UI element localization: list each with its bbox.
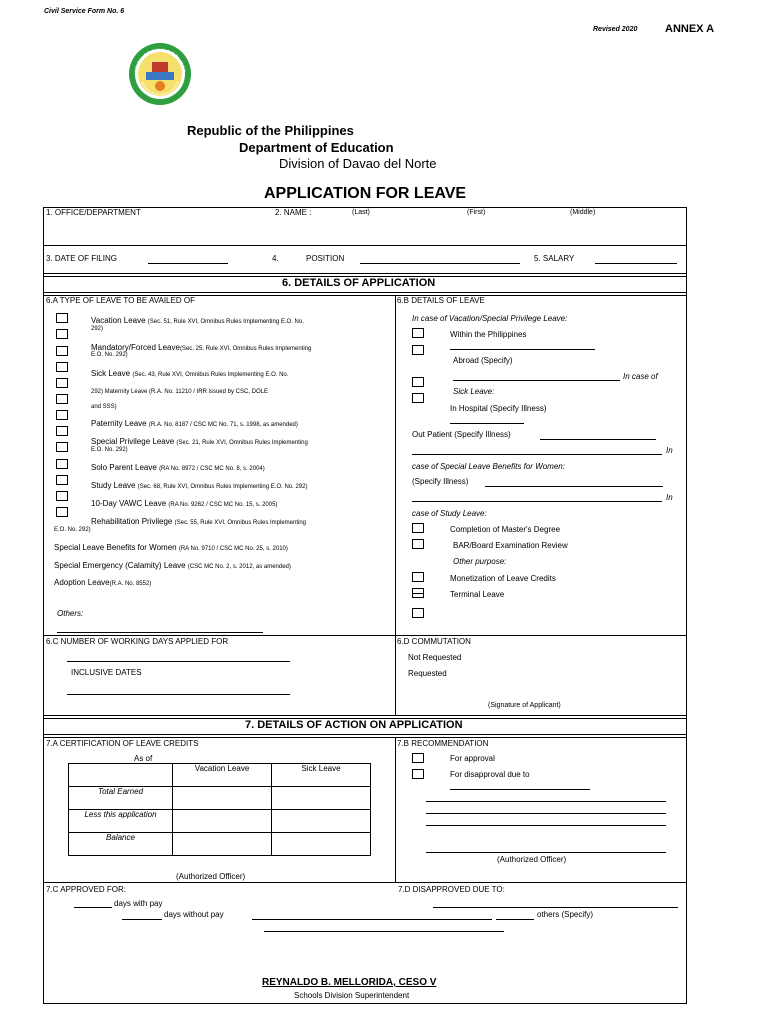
abroad-label: Abroad (Specify) bbox=[453, 356, 513, 365]
disapproved-field-3[interactable] bbox=[264, 931, 504, 932]
hospital-label: In Hospital (Specify Illness) bbox=[450, 404, 547, 413]
out-patient-checkbox[interactable] bbox=[412, 393, 424, 403]
leave-type-item: Rehabilitation Privilege (Sec. 55, Rule XVI, Omnibus Rules Implementing bbox=[91, 517, 307, 526]
masters-label: Completion of Master's Degree bbox=[450, 525, 561, 534]
signatory-name: REYNALDO B. MELLORIDA, CESO V bbox=[262, 977, 437, 988]
bar-review-checkbox[interactable] bbox=[412, 539, 424, 549]
name-label: 2. NAME : bbox=[275, 208, 312, 217]
for-approval-label: For approval bbox=[450, 754, 495, 763]
adoption-leave-checkbox[interactable] bbox=[56, 507, 68, 517]
abroad-specify-field[interactable] bbox=[453, 380, 620, 381]
vacation-leave-header: Vacation Leave bbox=[173, 764, 272, 787]
sick-leave-case-label: Sick Leave: bbox=[453, 387, 495, 396]
for-disapproval-label: For disapproval due to bbox=[450, 770, 530, 779]
section7c-title: 7.C APPROVED FOR: bbox=[46, 885, 127, 894]
leave-type-item: 10-Day VAWC Leave (RA No. 9262 / CSC MC No. 15, s. 2005) bbox=[91, 499, 278, 508]
salary-field[interactable] bbox=[595, 263, 677, 264]
others-field[interactable] bbox=[57, 632, 263, 633]
in-label: In bbox=[666, 446, 673, 455]
balance-vacation-cell[interactable] bbox=[173, 833, 272, 856]
balance-sick-cell[interactable] bbox=[272, 833, 371, 856]
women-benefits-checkbox[interactable] bbox=[56, 475, 68, 485]
department-label: Department of Education bbox=[239, 140, 394, 155]
leave-type-item: Vacation Leave (Sec. 51, Rule XVI, Omnibus Rules Implementing E.O. No. bbox=[91, 316, 304, 325]
within-label: Within the Philippines bbox=[450, 330, 527, 339]
section7-title: 7. DETAILS OF ACTION ON APPLICATION bbox=[245, 719, 463, 731]
leave-type-item: 292) Maternity Leave (R.A. No. 11210 / IRR issued by CSC, DOLE bbox=[91, 389, 268, 395]
abroad-checkbox[interactable] bbox=[412, 345, 424, 355]
leave-type-item: Special Privilege Leave (Sec. 21, Rule XVI, Omnibus Rules Implementing bbox=[91, 437, 308, 446]
section6b-title: 6.B DETAILS OF LEAVE bbox=[397, 296, 485, 305]
form-title: APPLICATION FOR LEAVE bbox=[264, 185, 467, 202]
study-leave-checkbox[interactable] bbox=[56, 426, 68, 436]
last-label: (Last) bbox=[352, 209, 370, 216]
disapproved-field-2[interactable] bbox=[252, 919, 492, 920]
leave-type-item: Study Leave (Sec. 68, Rule XVI, Omnibus Rules Implementing E.O. No. 292) bbox=[91, 481, 308, 490]
less-application-label: Less this application bbox=[69, 810, 173, 833]
seal-outer-text: VISION OF DAVAO DEL NOR bbox=[133, 47, 187, 75]
division-label: Division of Davao del Norte bbox=[279, 156, 437, 171]
inclusive-dates-field[interactable] bbox=[67, 694, 290, 695]
in-hospital-checkbox[interactable] bbox=[412, 377, 424, 387]
section6a-title: 6.A TYPE OF LEAVE TO BE AVAILED OF bbox=[46, 296, 195, 305]
section7b-title: 7.B RECOMMENDATION bbox=[397, 739, 489, 748]
leave-type-item: Solo Parent Leave (RA No. 8972 / CSC MC No. 8, s. 2004) bbox=[91, 463, 265, 472]
vawc-leave-checkbox[interactable] bbox=[56, 442, 68, 452]
inclusive-dates-label: INCLUSIVE DATES bbox=[71, 668, 142, 677]
outpatient-field[interactable] bbox=[540, 439, 656, 440]
extra-checkbox[interactable] bbox=[412, 608, 424, 618]
leave-type-item: Paternity Leave (R.A. No. 8187 / CSC MC No. 71, s. 1998, as amended) bbox=[91, 419, 298, 428]
position-field[interactable] bbox=[360, 263, 520, 264]
paternity-leave-checkbox[interactable] bbox=[56, 378, 68, 388]
monetization-checkbox[interactable] bbox=[412, 572, 424, 582]
within-specify-field[interactable] bbox=[450, 349, 595, 350]
women-case-label: case of Special Leave Benefits for Women: bbox=[412, 462, 565, 471]
calamity-leave-checkbox[interactable] bbox=[56, 491, 68, 501]
section6d-title: 6.D COMMUTATION bbox=[397, 637, 471, 646]
form-number: Civil Service Form No. 6 bbox=[44, 8, 125, 15]
authorized-officer-label-2: (Authorized Officer) bbox=[497, 855, 567, 864]
position-label: POSITION bbox=[306, 254, 345, 263]
leave-type-item: Special Emergency (Calamity) Leave (CSC MC No. 2, s. 2012, as amended) bbox=[54, 561, 291, 570]
leave-type-item: Special Leave Benefits for Women (RA No. 9710 / CSC MC No. 25, s. 2010) bbox=[54, 543, 288, 552]
days-without-pay-label: days without pay bbox=[164, 910, 224, 919]
leave-type-item: Adoption Leave(R.A. No. 8552) bbox=[54, 578, 152, 587]
within-philippines-checkbox[interactable] bbox=[412, 328, 424, 338]
women-illness-field[interactable] bbox=[485, 486, 663, 487]
office-label: 1. OFFICE/DEPARTMENT bbox=[46, 208, 141, 217]
others-label: Others: bbox=[57, 609, 84, 618]
authorized-officer-label: (Authorized Officer) bbox=[176, 872, 246, 881]
leave-type-item: Sick Leave (Sec. 43, Rule XVI, Omnibus Rules Implementing E.O. No. bbox=[91, 369, 289, 378]
disapproved-field-1[interactable] bbox=[433, 907, 678, 908]
maternity-leave-checkbox[interactable] bbox=[56, 362, 68, 372]
women-illness-field-2[interactable] bbox=[412, 501, 662, 502]
less-vacation-cell[interactable] bbox=[173, 810, 272, 833]
disapproval-field-2[interactable] bbox=[426, 801, 666, 802]
study-case-label: case of Study Leave: bbox=[412, 509, 487, 518]
others-specify-label: others (Specify) bbox=[537, 910, 594, 919]
as-of-label: As of bbox=[134, 754, 153, 763]
disapproval-field-1[interactable] bbox=[450, 789, 590, 790]
section6-title: 6. DETAILS OF APPLICATION bbox=[282, 277, 436, 289]
form-border bbox=[43, 207, 687, 1004]
less-sick-cell[interactable] bbox=[272, 810, 371, 833]
signatory-title: Schools Division Superintendent bbox=[294, 991, 410, 1000]
masters-checkbox[interactable] bbox=[412, 523, 424, 533]
vacation-leave-checkbox[interactable] bbox=[56, 313, 68, 323]
rehabilitation-checkbox[interactable] bbox=[56, 459, 68, 469]
leave-credits-table bbox=[68, 763, 371, 856]
recommending-signature-line bbox=[426, 852, 666, 853]
date-filing-label: 3. DATE OF FILING bbox=[46, 254, 117, 263]
total-earned-vacation-cell[interactable] bbox=[173, 787, 272, 810]
applicant-signature-label: (Signature of Applicant) bbox=[488, 702, 561, 709]
sick-leave-checkbox[interactable] bbox=[56, 346, 68, 356]
terminal-label: Terminal Leave bbox=[450, 590, 505, 599]
disapproval-field-4[interactable] bbox=[426, 825, 666, 826]
total-earned-sick-cell[interactable] bbox=[272, 787, 371, 810]
specify-illness-label: (Specify Illness) bbox=[412, 477, 469, 486]
section7a-title: 7.A CERTIFICATION OF LEAVE CREDITS bbox=[46, 739, 199, 748]
hospital-field[interactable] bbox=[450, 423, 524, 424]
revised-label: Revised 2020 bbox=[593, 26, 638, 33]
working-days-field[interactable] bbox=[67, 661, 290, 662]
special-privilege-checkbox[interactable] bbox=[56, 394, 68, 404]
outpatient-field-2[interactable] bbox=[412, 454, 662, 455]
requested-label[interactable]: Requested bbox=[408, 669, 447, 678]
section6c-title: 6.C NUMBER OF WORKING DAYS APPLIED FOR bbox=[46, 637, 229, 646]
in-label-2: In bbox=[666, 493, 673, 502]
days-with-pay-field[interactable] bbox=[74, 907, 112, 908]
date-filing-field[interactable] bbox=[148, 263, 228, 264]
leave-type-item: Mandatory/Forced Leave(Sec. 25, Rule XVI, Omnibus Rules Implementing bbox=[91, 343, 312, 352]
middle-label: (Middle) bbox=[570, 209, 596, 216]
seal-inner-text: DEPARTMENT OF EDUCATION bbox=[139, 80, 181, 98]
monetization-label: Monetization of Leave Credits bbox=[450, 574, 556, 583]
disapproval-field-3[interactable] bbox=[426, 813, 666, 814]
forced-leave-checkbox[interactable] bbox=[56, 329, 68, 339]
section7d-title: 7.D DISAPPROVED DUE TO: bbox=[398, 885, 505, 894]
solo-parent-checkbox[interactable] bbox=[56, 410, 68, 420]
other-purpose-label: Other purpose: bbox=[453, 557, 507, 566]
bar-label: BAR/Board Examination Review bbox=[453, 541, 568, 550]
annex-label: ANNEX A bbox=[665, 23, 715, 35]
division-seal bbox=[128, 42, 192, 106]
first-label: (First) bbox=[467, 209, 486, 216]
balance-label: Balance bbox=[69, 833, 173, 856]
others-specify-field[interactable] bbox=[496, 919, 534, 920]
for-disapproval-checkbox[interactable] bbox=[412, 769, 424, 779]
field-four-label: 4. bbox=[272, 254, 279, 263]
outpatient-label: Out Patient (Specify Illness) bbox=[412, 430, 511, 439]
in-case-of-label: In case of bbox=[623, 372, 658, 381]
republic-label: Republic of the Philippines bbox=[187, 123, 354, 138]
vacation-case-label: In case of Vacation/Special Privilege Leave: bbox=[412, 314, 568, 323]
total-earned-label: Total Earned bbox=[69, 787, 173, 810]
for-approval-checkbox[interactable] bbox=[412, 753, 424, 763]
sick-leave-header: Sick Leave bbox=[272, 764, 371, 787]
days-with-pay-label: days with pay bbox=[114, 899, 163, 908]
days-without-pay-field[interactable] bbox=[122, 919, 162, 920]
not-requested-label[interactable]: Not Requested bbox=[408, 653, 462, 662]
salary-label: 5. SALARY bbox=[534, 254, 575, 263]
